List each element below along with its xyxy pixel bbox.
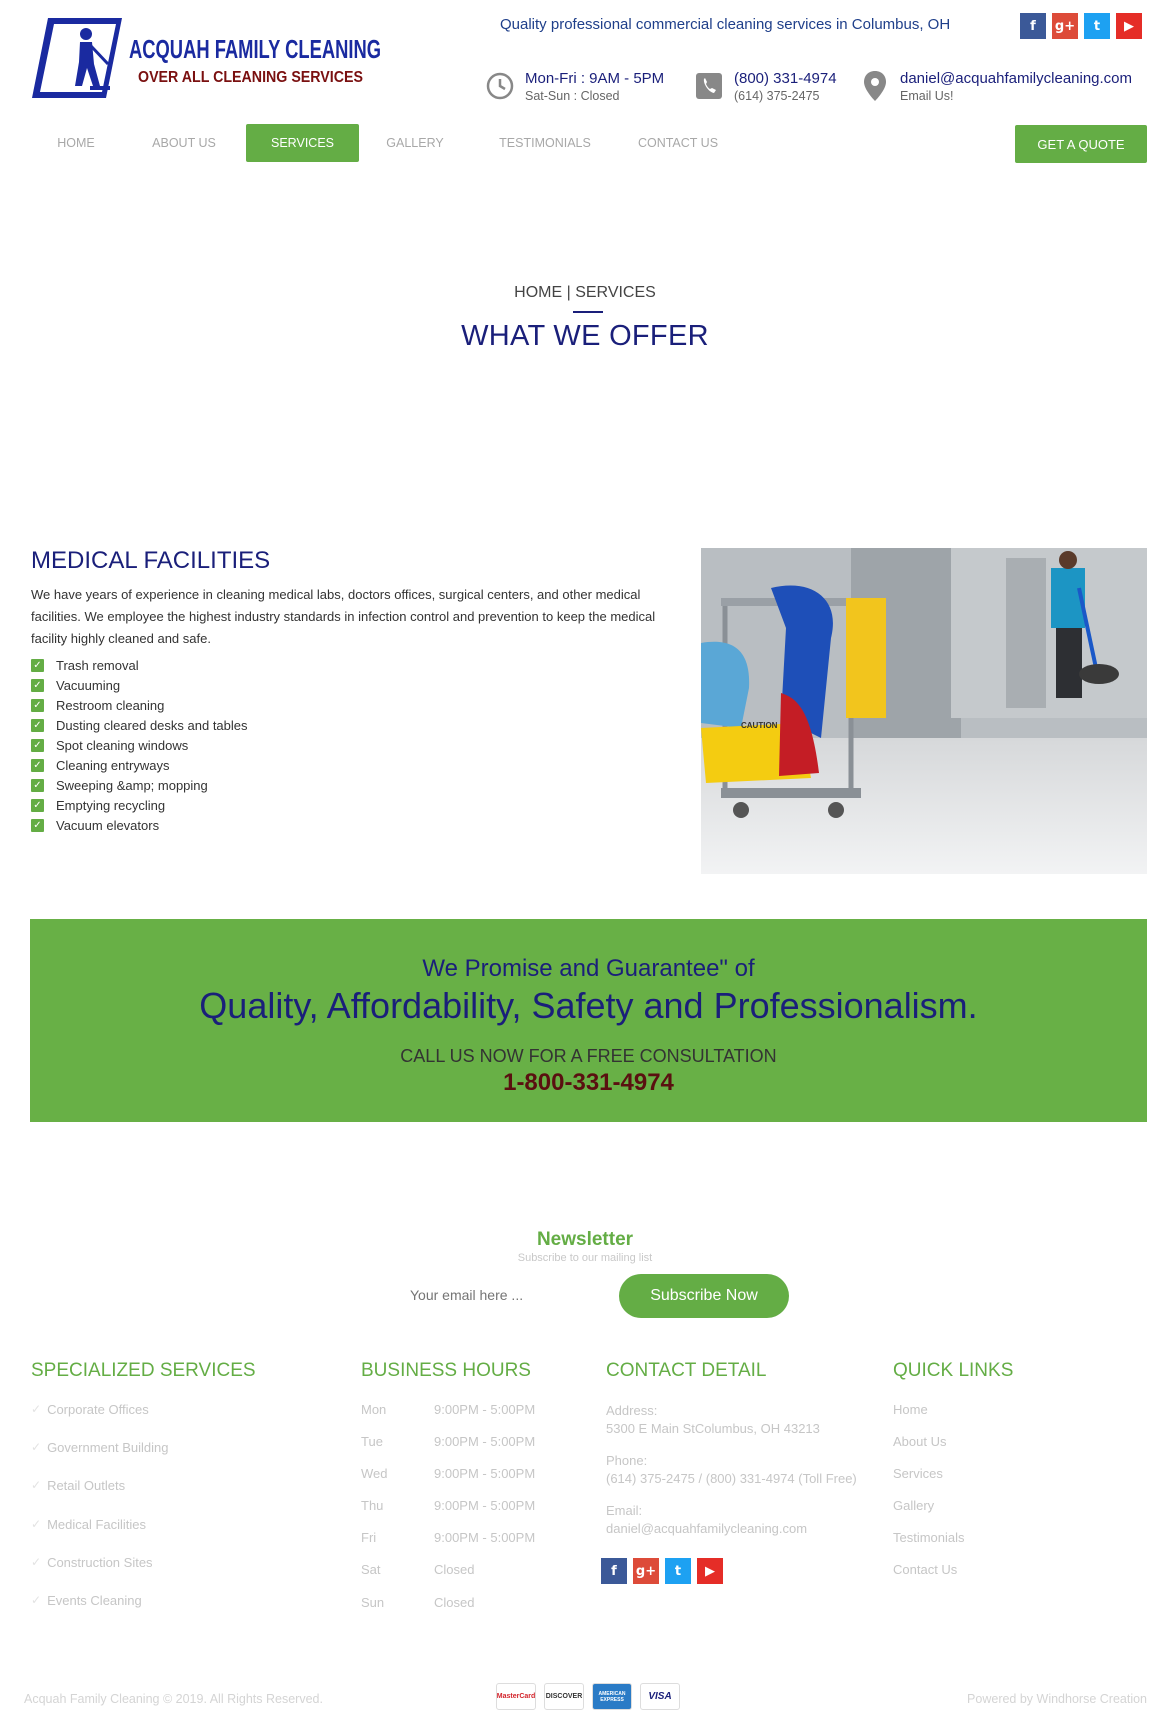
list-item[interactable]: ✓ Retail Outlets: [31, 1478, 126, 1494]
hours-row: Thu 9:00PM - 5:00PM: [361, 1498, 536, 1514]
hours-row: Fri 9:00PM - 5:00PM: [361, 1530, 536, 1546]
visa-icon: VISA: [640, 1683, 680, 1710]
hours-row: Wed 9:00PM - 5:00PM: [361, 1466, 536, 1482]
mastercard-icon: MasterCard: [496, 1683, 536, 1710]
youtube-icon[interactable]: ▶: [697, 1558, 723, 1584]
address-value: 5300 E Main StColumbus, OH 43213: [606, 1421, 820, 1436]
clock-icon: [485, 70, 515, 102]
footer-link-about-us[interactable]: About Us: [893, 1434, 947, 1450]
promise-banner: [30, 919, 1147, 1122]
nav-about-us[interactable]: ABOUT US: [152, 136, 216, 150]
newsletter-title: Newsletter: [536, 1229, 634, 1250]
list-item: ✓ Restroom cleaning: [31, 695, 248, 715]
phone-value[interactable]: (614) 375-2475 / (800) 331-4974 (Toll Free): [606, 1471, 857, 1486]
twitter-icon[interactable]: t: [665, 1558, 691, 1584]
check-icon: ✓: [31, 679, 44, 692]
tagline: Quality professional commercial cleaning services in Columbus, OH: [500, 16, 951, 33]
consultation-cta: CALL US NOW FOR A FREE CONSULTATION: [400, 1046, 777, 1066]
footer-quicklinks-title: QUICK LINKS: [893, 1360, 1014, 1381]
hours-weekend: Sat-Sun : Closed: [525, 89, 620, 103]
amex-icon: AMERICAN EXPRESS: [592, 1683, 632, 1710]
service-checklist: [31, 655, 248, 836]
email-label: Email Us!: [900, 89, 954, 103]
list-item: ✓ Dusting cleared desks and tables: [31, 715, 248, 735]
check-icon: ✓: [31, 759, 44, 772]
nav-gallery[interactable]: GALLERY: [386, 136, 444, 150]
address-label: Address:: [606, 1403, 658, 1418]
list-item: ✓ Cleaning entryways: [31, 755, 248, 775]
hours-weekday: Mon-Fri : 9AM - 5PM: [525, 70, 665, 87]
footer-link-home[interactable]: Home: [893, 1402, 928, 1417]
promise-intro: We Promise and Guarantee" of: [422, 955, 755, 982]
list-item[interactable]: ✓ Medical Facilities: [31, 1516, 147, 1532]
newsletter-email-input[interactable]: [400, 1273, 615, 1317]
section-title: MEDICAL FACILITIES: [31, 547, 271, 574]
page-title: WHAT WE OFFER: [461, 320, 709, 352]
list-item[interactable]: ✓ Government Building: [31, 1440, 169, 1456]
phone-icon: [694, 70, 724, 102]
specialized-services-list: [31, 1402, 168, 1631]
business-hours-list: [361, 1402, 535, 1627]
email-address[interactable]: daniel@acquahfamilycleaning.com: [900, 70, 1133, 87]
check-icon: ✓: [31, 1554, 42, 1569]
phone-local[interactable]: (614) 375-2475: [734, 89, 820, 103]
header-hours: [485, 70, 664, 104]
footer-hours-title: BUSINESS HOURS: [361, 1360, 531, 1381]
list-item[interactable]: ✓ Construction Sites: [31, 1554, 153, 1570]
nav-home[interactable]: HOME: [57, 136, 95, 150]
list-item: ✓ Trash removal: [31, 655, 248, 675]
contact-details: [606, 1402, 906, 1552]
discover-icon: DISCOVER: [544, 1683, 584, 1710]
breadcrumb-divider: [573, 311, 603, 313]
twitter-icon[interactable]: t: [1084, 13, 1110, 39]
footer-contact-title: CONTACT DETAIL: [606, 1360, 767, 1381]
check-icon: ✓: [31, 659, 44, 672]
check-icon: ✓: [31, 719, 44, 732]
subscribe-button[interactable]: Subscribe Now: [619, 1274, 789, 1318]
newsletter-subtitle: Subscribe to our mailing list: [517, 1252, 653, 1264]
check-icon: ✓: [31, 1478, 42, 1493]
check-icon: ✓: [31, 1592, 42, 1607]
list-item[interactable]: ✓ Corporate Offices: [31, 1402, 149, 1417]
nav-services[interactable]: SERVICES: [246, 124, 359, 162]
footer-link-contact-us[interactable]: Contact Us: [893, 1562, 958, 1578]
promise-headline: Quality, Affordability, Safety and Professionalism.: [199, 985, 978, 1026]
nav-contact-us[interactable]: CONTACT US: [637, 136, 719, 150]
logo-line1: ACQUAH FAMILY CLEANING: [129, 34, 381, 64]
footer-specialized-title: SPECIALIZED SERVICES: [31, 1360, 256, 1381]
quick-links-list: [893, 1402, 965, 1595]
header-phone: [694, 70, 837, 104]
nav-testimonials[interactable]: TESTIMONIALS: [499, 136, 591, 150]
cleaning-cart-photo: [701, 548, 1147, 874]
phone-label: Phone:: [606, 1453, 648, 1468]
header-email: [860, 70, 1132, 104]
section-description: We have years of experience in cleaning medical labs, doctors offices, surgical centers, and other medical facilities. We employee the highest industry standards in infection control and prevention to keep the medical facility highly cleaned and safe.: [31, 587, 656, 646]
social-links-header: [1020, 13, 1142, 39]
breadcrumb[interactable]: HOME | SERVICES: [514, 284, 656, 301]
check-icon: ✓: [31, 699, 44, 712]
footer-link-gallery[interactable]: Gallery: [893, 1498, 935, 1514]
list-item: ✓ Sweeping &amp; mopping: [31, 776, 248, 796]
powered-by[interactable]: Powered by Windhorse Creation: [967, 1692, 1147, 1706]
footer-link-testimonials[interactable]: Testimonials: [893, 1530, 965, 1546]
logo-line2: OVER ALL CLEANING SERVICES: [138, 69, 364, 86]
list-item: ✓ Vacuum elevators: [31, 816, 248, 836]
email-label: Email:: [606, 1503, 643, 1518]
facebook-icon[interactable]: f: [1020, 13, 1046, 39]
phone-tollfree[interactable]: (800) 331-4974: [734, 70, 837, 87]
list-item: ✓ Vacuuming: [31, 675, 248, 695]
main-nav: [30, 124, 737, 162]
footer-link-services[interactable]: Services: [893, 1466, 943, 1482]
check-icon: ✓: [31, 1516, 42, 1531]
check-icon: ✓: [31, 1402, 42, 1416]
site-logo[interactable]: [30, 16, 386, 100]
caution-sign-label: CAUTION: [741, 721, 778, 730]
check-icon: ✓: [31, 819, 44, 832]
get-a-quote-button[interactable]: GET A QUOTE: [1015, 125, 1147, 163]
copyright: Acquah Family Cleaning © 2019. All Rights Reserved.: [24, 1692, 323, 1706]
social-links-footer: [601, 1558, 723, 1584]
google-plus-icon[interactable]: g+: [1052, 13, 1078, 39]
youtube-icon[interactable]: ▶: [1116, 13, 1142, 39]
email-value[interactable]: daniel@acquahfamilycleaning.com: [606, 1521, 808, 1536]
check-icon: ✓: [31, 1440, 42, 1455]
hours-row: Mon 9:00PM - 5:00PM: [361, 1402, 536, 1417]
list-item[interactable]: ✓ Events Cleaning: [31, 1592, 142, 1608]
check-icon: ✓: [31, 779, 44, 792]
check-icon: ✓: [31, 799, 44, 812]
hours-row: Tue 9:00PM - 5:00PM: [361, 1434, 536, 1450]
google-plus-icon[interactable]: g+: [633, 1558, 659, 1584]
facebook-icon[interactable]: f: [601, 1558, 627, 1584]
promise-phone[interactable]: 1-800-331-4974: [503, 1069, 674, 1096]
list-item: ✓ Spot cleaning windows: [31, 735, 248, 755]
hours-row: Sun Closed: [361, 1594, 475, 1610]
list-item: ✓ Emptying recycling: [31, 796, 248, 816]
hours-row: Sat Closed: [361, 1562, 475, 1578]
check-icon: ✓: [31, 739, 44, 752]
payment-cards: [496, 1683, 680, 1710]
map-pin-icon: [860, 70, 890, 102]
